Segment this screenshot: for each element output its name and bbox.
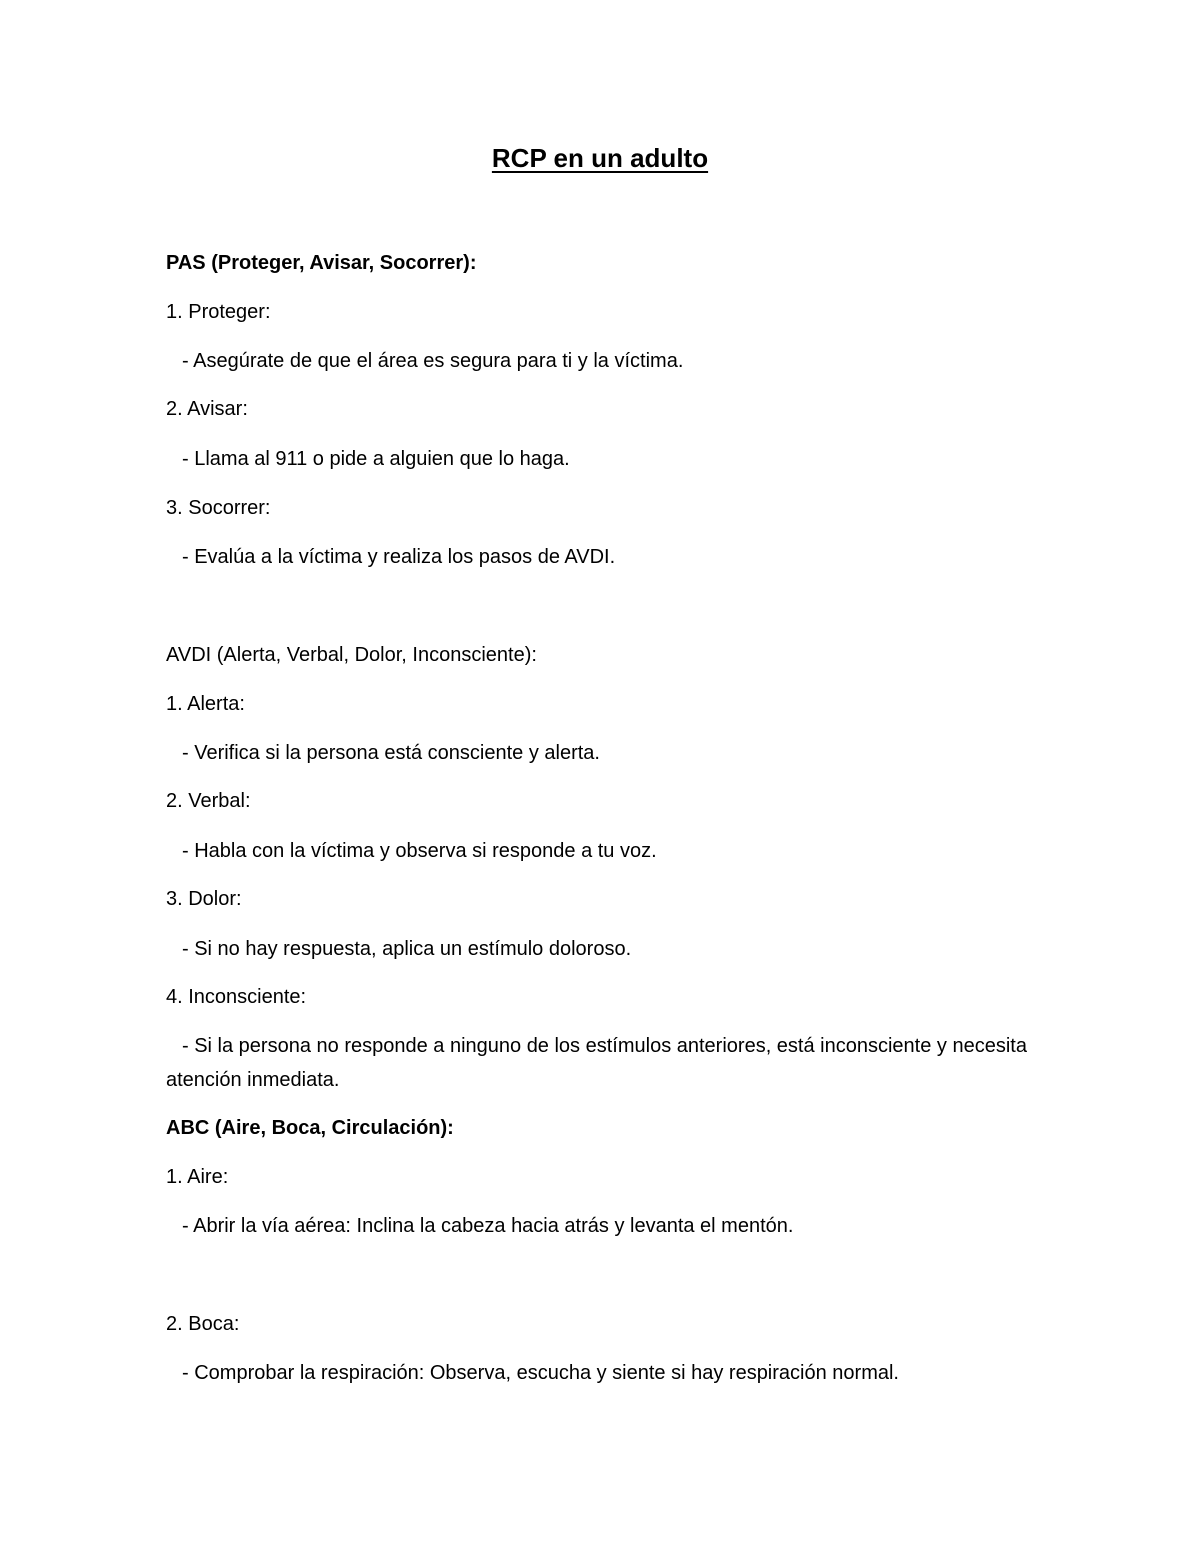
- avdi-step-label: 4. Inconsciente:: [166, 986, 307, 1008]
- pas-step-label: 2. Avisar:: [166, 398, 248, 420]
- section-heading-pas: PAS (Proteger, Avisar, Socorrer):: [166, 252, 477, 274]
- avdi-step-detail: - Si no hay respuesta, aplica un estímulo doloroso.: [182, 938, 632, 960]
- avdi-step-label: 2. Verbal:: [166, 790, 251, 812]
- section-heading-abc: ABC (Aire, Boca, Circulación):: [166, 1117, 454, 1139]
- avdi-step-detail: - Habla con la víctima y observa si responde a tu voz.: [182, 840, 657, 862]
- pas-step-detail: - Llama al 911 o pide a alguien que lo haga.: [182, 448, 570, 470]
- abc-step-label: 2. Boca:: [166, 1313, 240, 1335]
- pas-step-label: 3. Socorrer:: [166, 497, 271, 519]
- section-heading-avdi: AVDI (Alerta, Verbal, Dolor, Inconsciente):: [166, 644, 537, 666]
- avdi-step-label: 1. Alerta:: [166, 693, 245, 715]
- abc-step-label: 1. Aire:: [166, 1166, 229, 1188]
- pas-step-detail: - Asegúrate de que el área es segura para ti y la víctima.: [182, 350, 684, 372]
- avdi-step-detail: - Verifica si la persona está consciente y alerta.: [182, 742, 600, 764]
- pas-step-label: 1. Proteger:: [166, 301, 271, 323]
- avdi-step-detail: - Si la persona no responde a ninguno de los estímulos anteriores, está inconsciente y necesita atención inmediata.: [166, 1035, 1027, 1091]
- pas-step-detail: - Evalúa a la víctima y realiza los pasos de AVDI.: [182, 546, 616, 568]
- avdi-step-label: 3. Dolor:: [166, 888, 242, 910]
- abc-step-detail: - Abrir la vía aérea: Inclina la cabeza hacia atrás y levanta el mentón.: [182, 1215, 794, 1237]
- abc-step-detail: - Comprobar la respiración: Observa, escucha y siente si hay respiración normal.: [182, 1362, 899, 1384]
- page-title: RCP en un adulto: [491, 143, 709, 173]
